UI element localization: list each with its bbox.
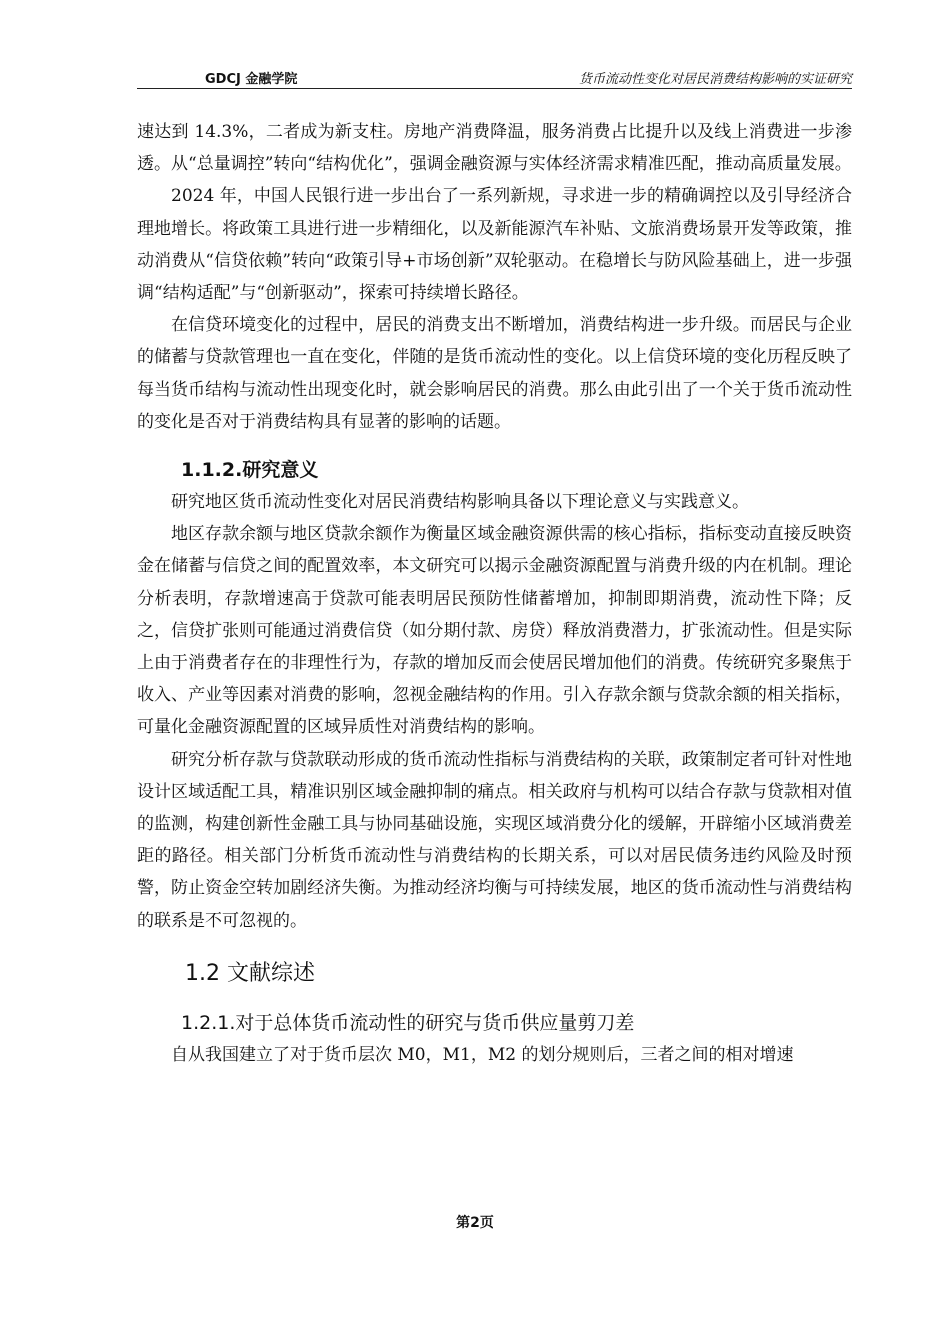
- header-institution: GDCJ 金融学院: [205, 72, 298, 87]
- paragraph-7: 自从我国建立了对于货币层次 M0，M1，M2 的划分规则后，三者之间的相对增速: [171, 1044, 794, 1065]
- page-number: 第2页: [456, 1215, 494, 1231]
- paragraph-5: 地区存款余额与地区贷款余额作为衡量区域金融资源供需的核心指标，指标变动直接反映资金在储蓄与信贷之间的配置效率，本文研究可以揭示金融资源配置与消费升级的内在机制。理论分析表明，存款增速高于贷款可能表明居民预防性储蓄增加，抑制即期消费，流动性下降；反之，信贷扩张则可能通过消费信贷（如分期付款、房贷）释放消费潜力，扩张流动性。但是实际上由于消费者存在的非理性行为，存款的增加反而会使居民增加他们的消费。传统研究多聚焦于收入、产业等因素对消费的影响，忽视金融结构的作用。引入存款余额与贷款余额的相关指标，可量化金融资源配置的区域异质性对消费结构的影响。: [137, 524, 852, 738]
- paragraph-3: 在信贷环境变化的过程中，居民的消费支出不断增加，消费结构进一步升级。而居民与企业的储蓄与贷款管理也一直在变化，伴随的是货币流动性的变化。以上信贷环境的变化历程反映了每当货币结构与流动性出现变化时，就会影响居民的消费。那么由此引出了一个关于货币流动性的变化是否对于消费结构具有显著的影响的话题。: [137, 315, 852, 432]
- paragraph-1: 速达到 14.3%，二者成为新支柱。房地产消费降温，服务消费占比提升以及线上消费进一步渗透。从“总量调控”转向“结构优化”，强调金融资源与实体经济需求精准匹配，推动高质量发展。: [137, 122, 852, 175]
- heading-1-2: 1.2 文献综述: [185, 960, 315, 986]
- header-title: 货币流动性变化对居民消费结构影响的实证研究: [578, 72, 852, 87]
- paragraph-6: 研究分析存款与贷款联动形成的货币流动性指标与消费结构的关联，政策制定者可针对性地设计区域适配工具，精准识别区域金融抑制的痛点。相关政府与机构可以结合存款与贷款相对值的监测，构建创新性金融工具与协同基础设施，实现区域消费分化的缓解，开辟缩小区域消费差距的路径。相关部门分析货币流动性与消费结构的长期关系，可以对居民债务违约风险及时预警，防止资金空转加剧经济失衡。为推动经济均衡与可持续发展，地区的货币流动性与消费结构的联系是不可忽视的。: [137, 749, 852, 931]
- page-body: [137, 116, 852, 1071]
- heading-1-1-2: 1.1.2.研究意义: [181, 459, 319, 482]
- paragraph-2: 2024 年，中国人民银行进一步出台了一系列新规，寻求进一步的精确调控以及引导经济合理地增长。将政策工具进行进一步精细化，以及新能源汽车补贴、文旅消费场景开发等政策，推动消费从“信贷依赖”转向“政策引导+市场创新”双轮驱动。在稳增长与防风险基础上，进一步强调“结构适配”与“创新驱动”，探索可持续增长路径。: [137, 186, 852, 304]
- page-header: [137, 66, 852, 89]
- paragraph-4: 研究地区货币流动性变化对居民消费结构影响具备以下理论意义与实践意义。: [171, 492, 749, 513]
- heading-1-2-1: 1.2.1.对于总体货币流动性的研究与货币供应量剪刀差: [181, 1011, 635, 1034]
